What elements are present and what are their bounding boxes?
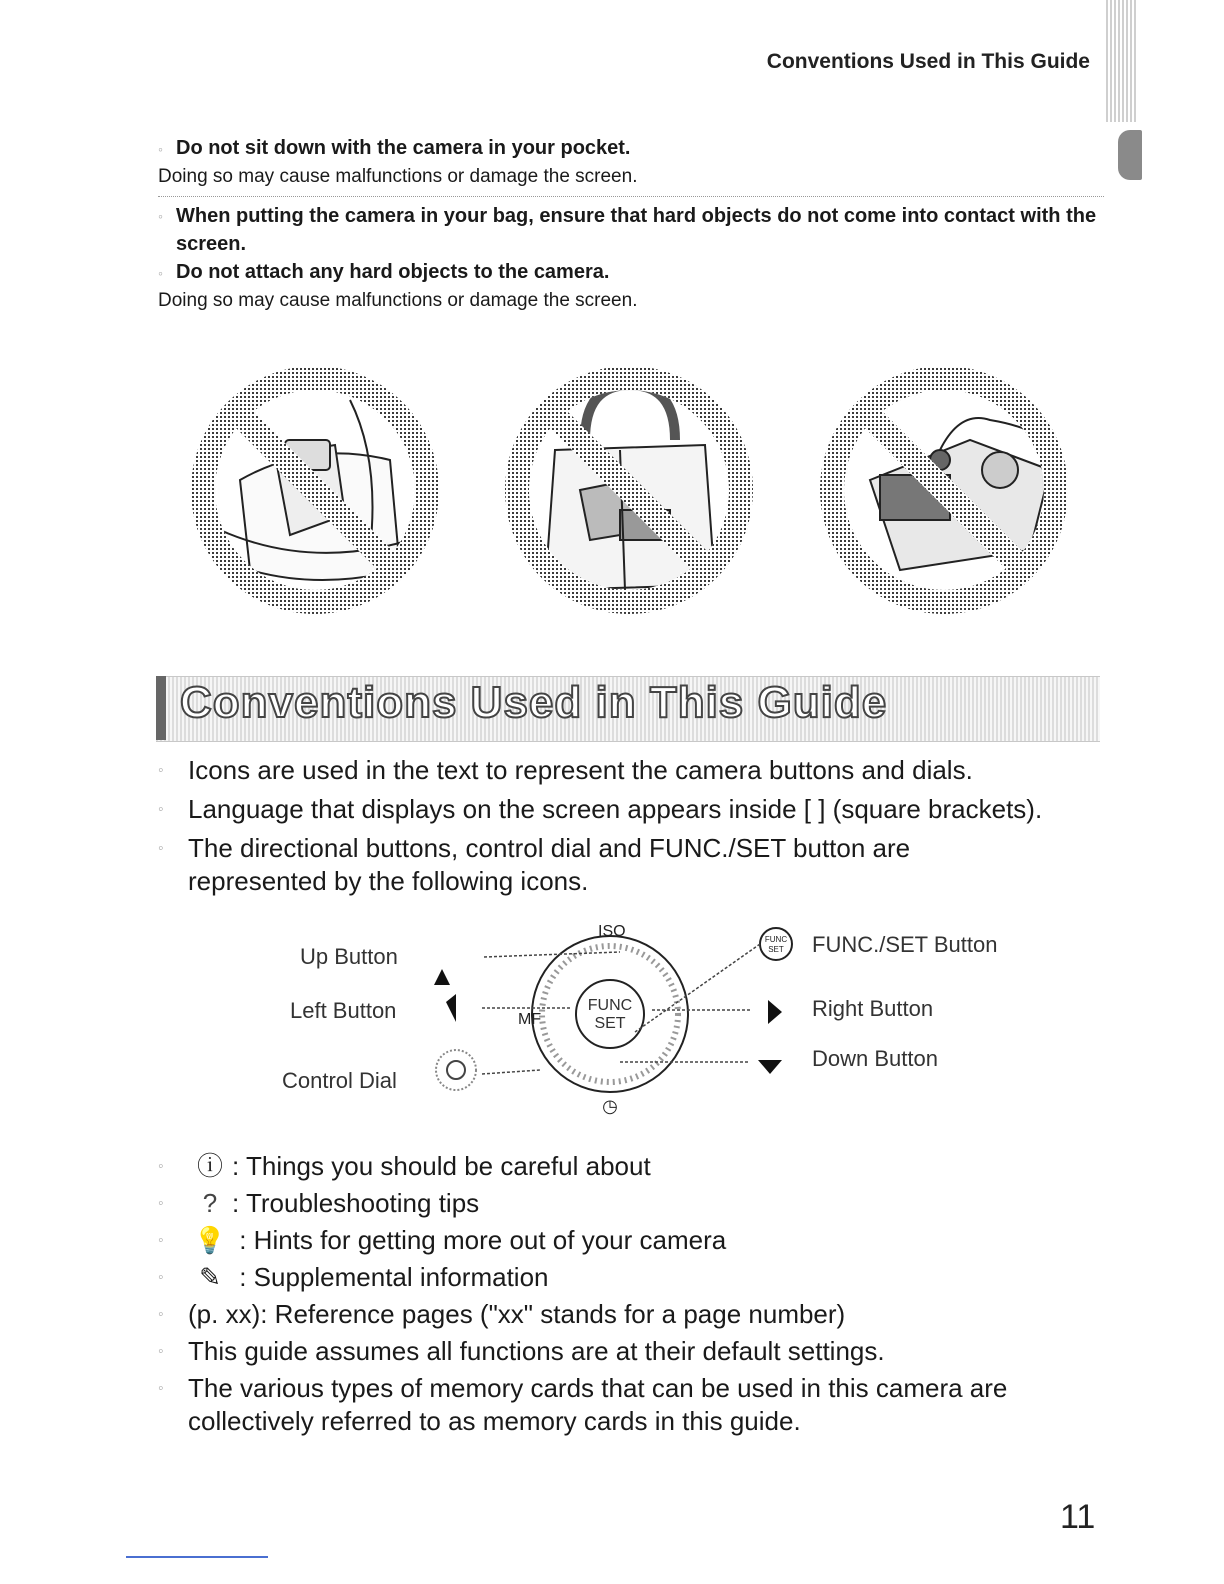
list-item: ◦ (p. xx): Reference pages ("xx" stands for a page number) xyxy=(158,1299,846,1329)
dial-diagram xyxy=(420,912,810,1122)
list-item: ◦ Language that displays on the screen appears inside [ ] (square brackets). xyxy=(158,794,1043,824)
list-item: ◦ The various types of memory cards that can be used in this camera are collectively referred to as memory cards in this guide. xyxy=(158,1373,1008,1436)
control-dial-label: Control Dial xyxy=(282,1068,397,1093)
warning-heading: Do not attach any hard objects to the camera. xyxy=(176,261,610,283)
pocket-illustration xyxy=(203,378,427,602)
left-button-label: Left Button xyxy=(290,998,397,1023)
warning-note: Doing so may cause malfunctions or damage the screen. xyxy=(158,166,638,187)
dial-left-label: MF xyxy=(518,1011,542,1028)
camera-attachment-illustration xyxy=(832,378,1060,602)
down-triangle-icon xyxy=(758,1060,782,1074)
warning-block-2: ◦ When putting the camera in your bag, ensure that hard objects do not come into contact with the screen. ◦ Do not attach any hard objects to the camera. Doing so may cause malfunctions or damage the screen. xyxy=(158,202,1108,315)
svg-text:FUNC: FUNC xyxy=(764,935,788,944)
running-header: Conventions Used in This Guide xyxy=(766,50,1090,73)
hint-icon: 💡 xyxy=(193,1225,227,1255)
page-edge-tab xyxy=(1106,0,1138,122)
list-item: ◦ ⓘ : Things you should be careful about xyxy=(158,1151,651,1181)
dial-top-label: ISO xyxy=(598,923,626,940)
pencil-icon: ✎ xyxy=(199,1262,221,1292)
up-button-label: Up Button xyxy=(300,944,398,969)
list-item: ◦ 💡 : Hints for getting more out of your camera xyxy=(158,1225,727,1255)
self-timer-icon: ◷ xyxy=(602,1096,618,1116)
list-item: ◦ This guide assumes all functions are at their default settings. xyxy=(158,1336,885,1366)
icon-legend-list xyxy=(158,1150,1118,1438)
prohibition-illustrations xyxy=(180,360,1080,620)
troubleshooting-icon: ? xyxy=(202,1188,218,1218)
right-button-label: Right Button xyxy=(812,996,934,1021)
bag-illustration xyxy=(517,378,741,602)
caution-icon: ⓘ xyxy=(196,1151,223,1181)
footer-rule xyxy=(126,1556,268,1558)
func-set-icon xyxy=(760,928,792,960)
up-triangle-icon xyxy=(434,969,450,985)
list-item: ◦ ? : Troubleshooting tips xyxy=(158,1188,480,1218)
list-item: ◦ The directional buttons, control dial and FUNC./SET button are represented by the following icons. xyxy=(158,833,911,896)
down-button-label: Down Button xyxy=(812,1046,938,1071)
func-set-button-label: FUNC./SET Button xyxy=(812,932,998,957)
camera-dial xyxy=(518,923,688,1116)
right-triangle-icon xyxy=(768,1000,782,1024)
dial-center-top: FUNC xyxy=(587,997,633,1014)
list-item: ◦ Icons are used in the text to represent the camera buttons and dials. xyxy=(158,755,973,785)
page-number: 11 xyxy=(1060,1498,1096,1536)
conventions-list xyxy=(158,754,1118,898)
control-dial-icon xyxy=(436,1050,476,1090)
svg-text:SET: SET xyxy=(768,945,784,954)
warning-block-1: ◦ Do not sit down with the camera in your pocket. Doing so may cause malfunctions or damage the screen. xyxy=(158,134,1108,191)
chapter-tab-marker xyxy=(1118,130,1142,180)
warning-heading: When putting the camera in your bag, ensure that hard objects do not come into contact with the screen. xyxy=(176,205,1097,255)
left-triangle-icon xyxy=(446,994,456,1022)
section-banner-accent xyxy=(156,676,166,740)
warning-heading: Do not sit down with the camera in your pocket. xyxy=(176,137,631,159)
dial-center-bottom: SET xyxy=(594,1015,626,1032)
warning-note: Doing so may cause malfunctions or damage the screen. xyxy=(158,290,638,311)
section-title: Conventions Used in This Guide xyxy=(180,678,888,727)
divider xyxy=(158,196,1104,197)
list-item: ◦ ✎ : Supplemental information xyxy=(158,1262,549,1292)
